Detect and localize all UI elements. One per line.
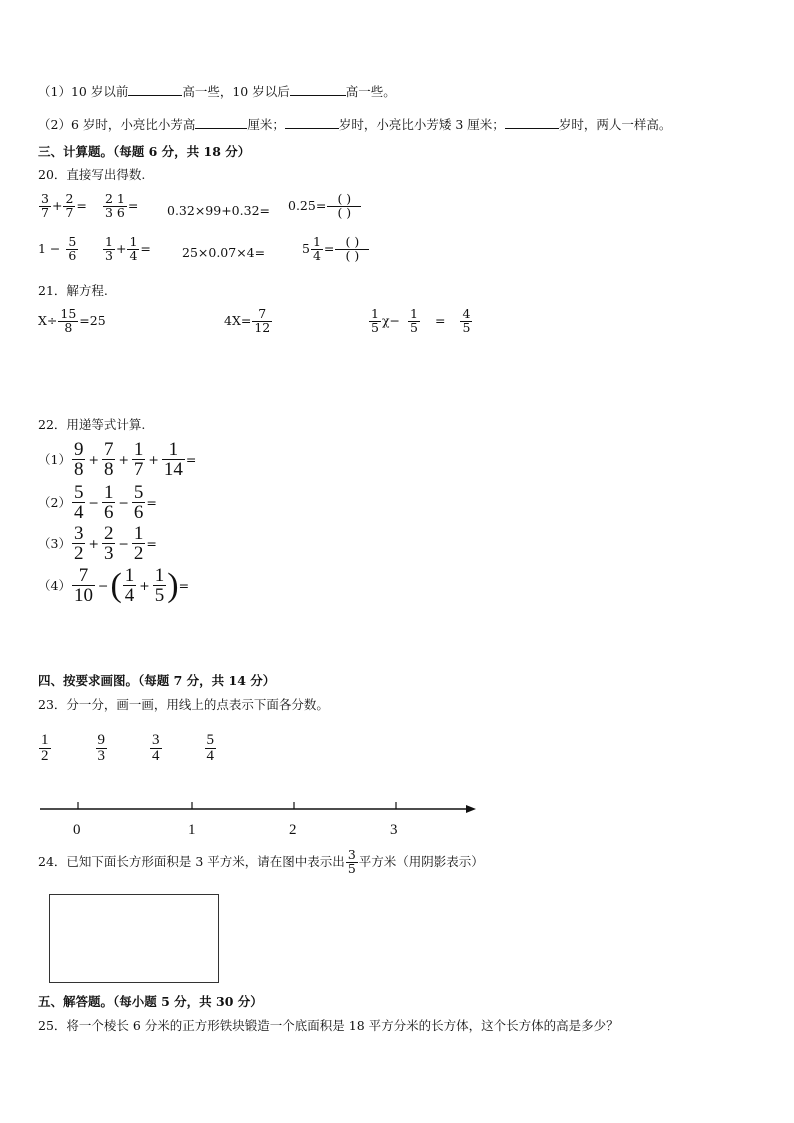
- fraction-denominator: 5: [347, 860, 356, 876]
- answer-blank[interactable]: [290, 83, 346, 96]
- fraction: [408, 308, 420, 334]
- math-symbol: =: [185, 451, 197, 467]
- fraction: [153, 566, 167, 605]
- fraction-numerator: 2: [103, 523, 114, 544]
- fraction-denominator: 5: [154, 585, 165, 606]
- fraction-numerator: 5: [133, 482, 144, 503]
- fraction: [327, 193, 361, 219]
- fraction: [72, 524, 86, 563]
- fraction-denominator: 5: [462, 319, 471, 335]
- answer-blank[interactable]: [505, 116, 559, 129]
- math-symbol: +: [88, 535, 99, 551]
- fraction-numerator: 5: [73, 482, 84, 503]
- fraction-denominator: 6: [103, 502, 114, 523]
- math-symbol: +: [115, 241, 127, 256]
- fraction-denominator: ( ): [337, 204, 352, 220]
- math-symbol: =25: [79, 313, 106, 328]
- arrow-right-icon: [466, 805, 476, 813]
- math-symbol: 1 −: [38, 241, 61, 256]
- fraction-denominator: 8: [64, 319, 73, 335]
- number-line[interactable]: [38, 797, 478, 823]
- fraction-numerator: 1: [154, 565, 165, 586]
- fraction-denominator: 5: [410, 319, 418, 335]
- q19-line-2: [38, 116, 671, 133]
- q19-text: 高一些。: [345, 84, 396, 99]
- q23-fraction: [96, 733, 108, 764]
- fraction-denominator: 3: [103, 543, 114, 564]
- fraction: [335, 236, 369, 262]
- math-symbol: +: [88, 451, 99, 467]
- q19-text: 高一些，10 岁以后: [182, 84, 290, 99]
- tick-label: 0: [73, 822, 81, 838]
- q19-text: 岁时，小亮比小芳矮 3 厘米；: [338, 117, 505, 132]
- q20-expr-8: [302, 236, 370, 262]
- fraction-numerator: 1: [133, 523, 144, 544]
- fraction-denominator: 7: [133, 459, 144, 480]
- fraction-numerator: 7: [78, 565, 89, 586]
- fraction: [460, 308, 472, 334]
- fraction-denominator: 6: [133, 502, 144, 523]
- fraction: [132, 483, 146, 522]
- math-symbol: =: [146, 535, 157, 551]
- math-symbol: ): [167, 566, 179, 604]
- fraction-numerator: 1: [41, 732, 49, 748]
- math-symbol: χ−: [381, 313, 401, 328]
- fraction-denominator: 12: [254, 319, 271, 335]
- fraction-numerator: 1: [129, 234, 138, 249]
- math-symbol: +: [51, 198, 63, 213]
- math-symbol: =: [146, 494, 157, 510]
- fraction: [311, 236, 323, 262]
- q22-expr-2: [38, 483, 157, 522]
- math-symbol: 平方米（用阴影表示）: [358, 854, 484, 869]
- math-symbol: +: [139, 577, 150, 593]
- fraction-denominator: 5: [371, 319, 379, 335]
- math-symbol: （1）: [38, 451, 71, 467]
- tick-label: 2: [289, 822, 297, 838]
- q25-question: 25．将一个棱长 6 分米的正方形铁块锻造一个底面积是 18 平方分米的长方体，这个长方体的高是多少？: [38, 1018, 619, 1033]
- q23-fraction: [150, 733, 162, 764]
- math-symbol: +: [148, 451, 159, 467]
- math-symbol: −: [118, 494, 129, 510]
- q19-line-1: [38, 83, 396, 100]
- fraction-denominator: ( ): [345, 247, 360, 263]
- fraction-numerator: 2 1: [105, 191, 125, 206]
- fraction: [162, 440, 185, 479]
- fraction-denominator: 4: [129, 247, 138, 263]
- q24-question: [38, 849, 484, 875]
- math-symbol: （3）: [38, 535, 71, 551]
- fraction-numerator: 1: [410, 306, 418, 321]
- math-symbol: 24．已知下面长方形面积是 3 平方米，请在图中表示出: [38, 854, 345, 869]
- fraction-denominator: 10: [73, 585, 93, 606]
- fraction-numerator: 15: [60, 306, 77, 321]
- tick-label: 3: [390, 822, 398, 838]
- q20-expr-1: [38, 193, 87, 219]
- fraction: [72, 483, 86, 522]
- fraction: [369, 308, 381, 334]
- fraction-numerator: 1: [105, 234, 113, 249]
- fraction-numerator: 1: [124, 565, 135, 586]
- fraction-numerator: 9: [73, 439, 84, 460]
- q20-expr-2: [102, 193, 138, 219]
- fraction-denominator: 3: [97, 748, 105, 764]
- fraction-numerator: 3: [152, 732, 160, 748]
- q23-fractions: [38, 733, 217, 764]
- fraction-numerator: ( ): [337, 191, 352, 206]
- fraction-denominator: 4: [124, 585, 135, 606]
- fraction: [102, 524, 116, 563]
- math-symbol: 0.25=: [288, 198, 327, 213]
- fraction-numerator: 4: [462, 306, 471, 321]
- fraction-denominator: 8: [73, 459, 84, 480]
- q19-text: （1）10 岁以前: [38, 84, 129, 99]
- math-symbol: X÷: [38, 313, 58, 328]
- q23-fraction: [39, 733, 51, 764]
- fraction: [252, 308, 272, 334]
- fraction-denominator: 2: [73, 543, 84, 564]
- fraction-denominator: 3 6: [105, 204, 125, 220]
- fraction-numerator: 1: [168, 439, 179, 460]
- math-symbol: 5: [302, 241, 310, 256]
- fraction-denominator: 14: [163, 459, 183, 480]
- q22-expr-4: [38, 566, 189, 605]
- fraction: [346, 849, 358, 875]
- math-symbol: −: [97, 577, 109, 593]
- math-symbol: =: [140, 241, 151, 256]
- fraction: [102, 440, 116, 479]
- fraction-numerator: 7: [258, 306, 267, 321]
- fraction-numerator: 1: [103, 482, 114, 503]
- fraction-numerator: 3: [73, 523, 84, 544]
- math-symbol: （4）: [38, 577, 71, 593]
- fraction-numerator: 2: [65, 191, 74, 206]
- fraction-denominator: 4: [206, 748, 214, 764]
- fraction: [132, 440, 146, 479]
- math-symbol: 4X=: [224, 313, 252, 328]
- q21-eq-1: [38, 308, 106, 334]
- math-symbol: (: [110, 566, 122, 604]
- q20-expr-5: [38, 236, 79, 262]
- fraction-denominator: 7: [41, 204, 49, 220]
- fraction-numerator: 1: [371, 306, 379, 321]
- math-symbol: （2）: [38, 494, 71, 510]
- fraction-denominator: 4: [73, 502, 84, 523]
- q19-text: （2）6 岁时，小亮比小芳高: [38, 117, 196, 132]
- fraction-numerator: ( ): [345, 234, 360, 249]
- fraction: [103, 193, 127, 219]
- fraction: [72, 440, 86, 479]
- section-4-heading: 四、按要求画图。（每题 7 分，共 14 分）: [38, 673, 276, 688]
- fraction-numerator: 5: [68, 234, 77, 249]
- q21-eq-3: [368, 308, 473, 334]
- fraction-denominator: 3: [105, 247, 113, 263]
- q20-expr-3: 0.32×99+0.32=: [167, 203, 270, 218]
- fraction-numerator: 3: [41, 191, 49, 206]
- math-symbol: +: [118, 451, 129, 467]
- fraction-numerator: 1: [133, 439, 144, 460]
- q22-expr-3: [38, 524, 157, 563]
- math-symbol: =: [178, 577, 190, 593]
- fraction-denominator: 2: [133, 543, 144, 564]
- answer-blank[interactable]: [195, 116, 247, 129]
- q19-text: 厘米；: [247, 117, 285, 132]
- q19-text: 岁时，两人一样高。: [558, 117, 672, 132]
- math-symbol: =: [434, 313, 446, 328]
- fraction-numerator: 1: [312, 234, 321, 249]
- fraction-numerator: 9: [97, 732, 105, 748]
- fraction-denominator: 6: [68, 247, 77, 263]
- q21-title: 21．解方程.: [38, 283, 108, 298]
- fraction-numerator: 7: [103, 439, 114, 460]
- rectangle-shading-area[interactable]: [49, 894, 219, 983]
- math-symbol: −: [118, 535, 129, 551]
- fraction: [39, 193, 51, 219]
- fraction-denominator: 4: [152, 748, 160, 764]
- q23-title: 23．分一分，画一画，用线上的点表示下面各分数。: [38, 697, 329, 712]
- fraction: [58, 308, 78, 334]
- fraction-denominator: 7: [65, 204, 74, 220]
- q23-fraction: [205, 733, 217, 764]
- q20-title: 20．直接写出得数.: [38, 167, 146, 182]
- math-symbol: −: [88, 494, 99, 510]
- q22-title: 22．用递等式计算.: [38, 417, 146, 432]
- fraction-denominator: 8: [103, 459, 114, 480]
- q20-expr-7: 25×0.07×4=: [182, 245, 266, 260]
- fraction: [66, 236, 78, 262]
- fraction: [103, 236, 115, 262]
- q22-expr-1: [38, 440, 196, 479]
- fraction: [132, 524, 146, 563]
- tick-label: 1: [188, 822, 196, 838]
- math-symbol: =: [76, 198, 87, 213]
- answer-blank[interactable]: [285, 116, 339, 129]
- fraction-denominator: 2: [41, 748, 49, 764]
- fraction-numerator: 3: [347, 847, 356, 862]
- fraction: [127, 236, 139, 262]
- fraction: [102, 483, 116, 522]
- section-5-heading: 五、解答题。（每小题 5 分，共 30 分）: [38, 994, 263, 1009]
- q21-eq-2: [224, 308, 273, 334]
- section-3-heading: 三、计算题。（每题 6 分，共 18 分）: [38, 144, 251, 159]
- q20-expr-6: [102, 236, 151, 262]
- answer-blank[interactable]: [128, 83, 182, 96]
- fraction: [72, 566, 95, 605]
- fraction: [63, 193, 75, 219]
- math-symbol: =: [127, 198, 139, 213]
- math-symbol: =: [323, 241, 335, 256]
- fraction-denominator: 4: [312, 247, 321, 263]
- fraction-numerator: 5: [206, 732, 214, 748]
- q20-expr-4: [288, 193, 362, 219]
- fraction: [123, 566, 137, 605]
